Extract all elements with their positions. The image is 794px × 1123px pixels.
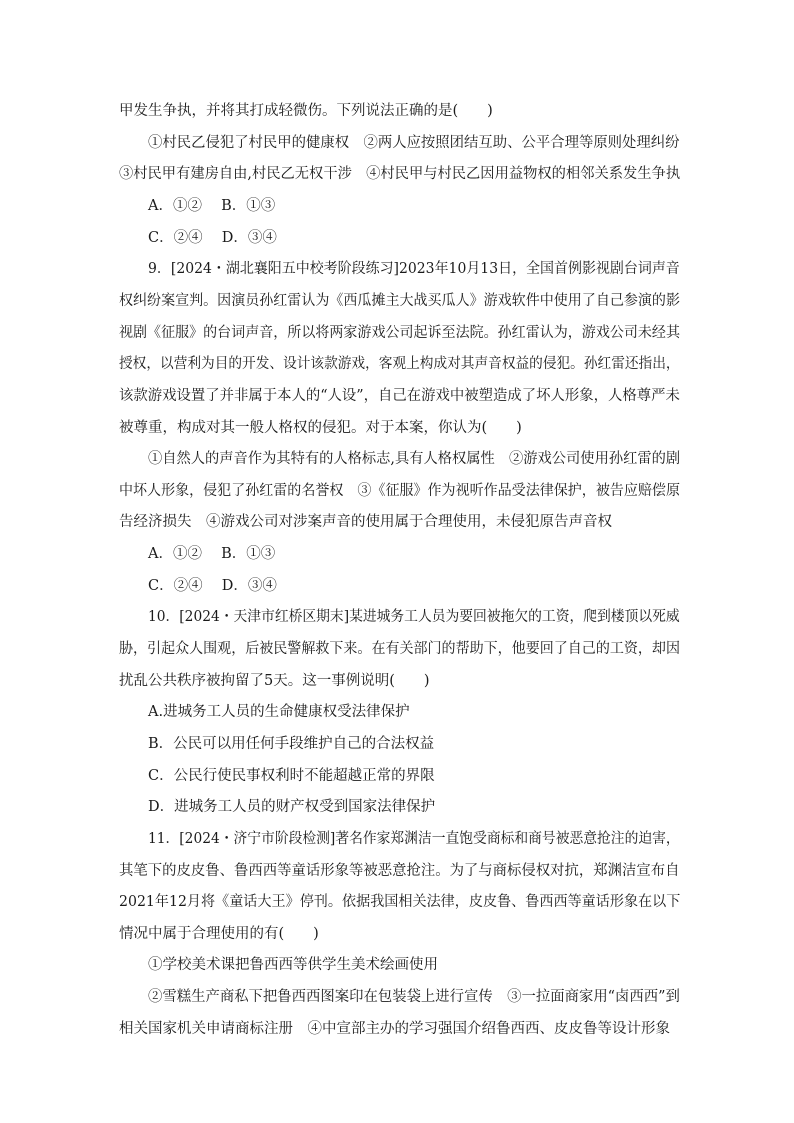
text-line: 9．[2024・湖北襄阳五中校考阶段练习]2023年10月13日，全国首例影视剧台词声音 [148, 261, 680, 277]
text-line: 2021年12月将《童话大王》停刊。依据我国相关法律，皮皮鲁、鲁西西等童话形象在以下 [119, 894, 681, 910]
text-line: ①自然人的声音作为其特有的人格标志,具有人格权属性 ②游戏公司使用孙红雷的剧 [148, 451, 681, 467]
text-line: 视剧《征服》的台词声音，所以将两家游戏公司起诉至法院。孙红雷认为，游戏公司未经其 [119, 325, 680, 341]
text-line: 告经济损失 ④游戏公司对涉案声音的使用属于合理使用，未侵犯原告声音权 [119, 514, 612, 530]
text-line: ①学校美术课把鲁西西等供学生美术绘画使用 [148, 957, 438, 973]
text-line: 该款游戏设置了并非属于本人的“人设”，自己在游戏中被塑造成了坏人形象，人格尊严未 [119, 388, 680, 404]
text-line: ②雪糕生产商私下把鲁西西图案印在包装袋上进行宣传 ③一拉面商家用“卤西西”到 [148, 989, 680, 1005]
text-line: A．①② B．①③ [148, 546, 276, 562]
text-line: C．②④ D．③④ [148, 230, 277, 246]
text-line: 其笔下的皮皮鲁、鲁西西等童话形象等被恶意抢注。为了与商标侵权对抗，郑渊洁宣布自 [119, 863, 680, 879]
text-line: 胁，引起众人围观，后被民警解救下来。在有关部门的帮助下，他要回了自己的工资，却因 [119, 641, 680, 657]
text-line: 授权，以营利为目的开发、设计该款游戏，客观上构成对其声音权益的侵犯。孙红雷还指出， [119, 356, 680, 372]
text-line: 10．[2024・天津市红桥区期末]某进城务工人员为要回被拖欠的工资，爬到楼顶以死威 [148, 609, 680, 625]
text-line: B．公民可以用任何手段维护自己的合法权益 [148, 736, 435, 752]
text-line: A.进城务工人员的生命健康权受法律保护 [148, 704, 410, 720]
text-line: C．②④ D．③④ [148, 578, 277, 594]
text-line: A．①② B．①③ [148, 198, 276, 214]
text-line: 中坏人形象，侵犯了孙红雷的名誉权 ③《征服》作为视听作品受法律保护，被告应赔偿原 [119, 483, 680, 499]
text-line: 扰乱公共秩序被拘留了5天。这一事例说明( ) [119, 673, 430, 689]
text-line: D．进城务工人员的财产权受到国家法律保护 [148, 799, 436, 815]
text-line: 被尊重，构成对其一般人格权的侵犯。对于本案，你认为( ) [119, 420, 522, 436]
text-line: 甲发生争执，并将其打成轻微伤。下列说法正确的是( ) [119, 103, 493, 119]
text-line: 权纠纷案宣判。因演员孙红雷认为《西瓜摊主大战买瓜人》游戏软件中使用了自己参演的影 [119, 293, 680, 309]
text-line: ③村民甲有建房自由,村民乙无权干涉 ④村民甲与村民乙因用益物权的相邻关系发生争执 [119, 166, 681, 182]
text-line: C．公民行使民事权利时不能超越正常的界限 [148, 768, 435, 784]
text-line: 11．[2024・济宁市阶段检测]著名作家郑渊洁一直饱受商标和商号被恶意抢注的迫害， [148, 831, 680, 847]
text-line: ①村民乙侵犯了村民甲的健康权 ②两人应按照团结互助、公平合理等原则处理纠纷 [148, 135, 680, 151]
text-line: 相关国家机关申请商标注册 ④中宣部主办的学习强国介绍鲁西西、皮皮鲁等设计形象 [119, 1021, 670, 1037]
text-line: 情况中属于合理使用的有( ) [119, 926, 319, 942]
